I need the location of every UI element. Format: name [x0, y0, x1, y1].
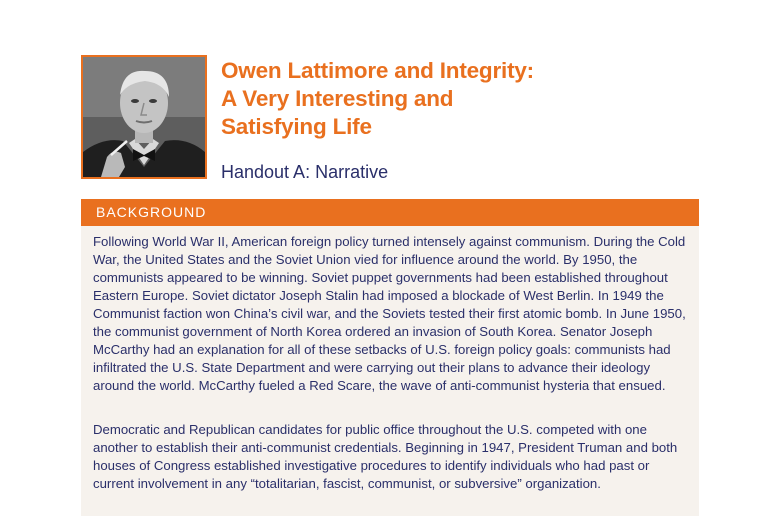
portrait-photo — [81, 55, 207, 179]
handout-subtitle: Handout A: Narrative — [221, 162, 389, 182]
title-line: A Very Interesting and — [221, 86, 454, 111]
section-heading: BACKGROUND — [96, 204, 207, 220]
document-title — [221, 57, 701, 141]
background-section-body — [81, 226, 699, 516]
body-paragraph: Following World War II, American foreign policy turned intensely against communism. During the Cold War, the United States and the Soviet Union vied for influence around the world. By 1950, the communists appeared to be winning. Soviet puppet governments had been established throughout Eastern Europe. Soviet dictator Joseph Stalin had imposed a blockade of West Berlin. In 1949 the Communist faction won China’s civil war, and the Soviets tested their first atomic bomb. In June 1950, the communist government of North Korea ordered an invasion of South Korea. Senator Joseph McCarthy had an explanation for all of these setbacks of U.S. foreign policy goals: communists had infiltrated the U.S. State Department and were carrying out their plans to advance their ideology around the world. McCarthy fueled a Red Scare, the wave of anti-communist hysteria that ensued. — [93, 234, 686, 393]
title-line: Satisfying Life — [221, 114, 372, 139]
body-paragraph: Democratic and Republican candidates for public office throughout the U.S. competed with one another to establish their anti-communist credentials. Beginning in 1947, President Truman and both houses of Congress established investigative procedures to identify individuals who had past or current involvement in any “totalitarian, fascist, communist, or subversive” organization. — [93, 422, 678, 491]
section-header-bar — [81, 199, 699, 226]
title-line: Owen Lattimore and Integrity: — [221, 58, 534, 83]
portrait-illustration — [83, 57, 205, 177]
